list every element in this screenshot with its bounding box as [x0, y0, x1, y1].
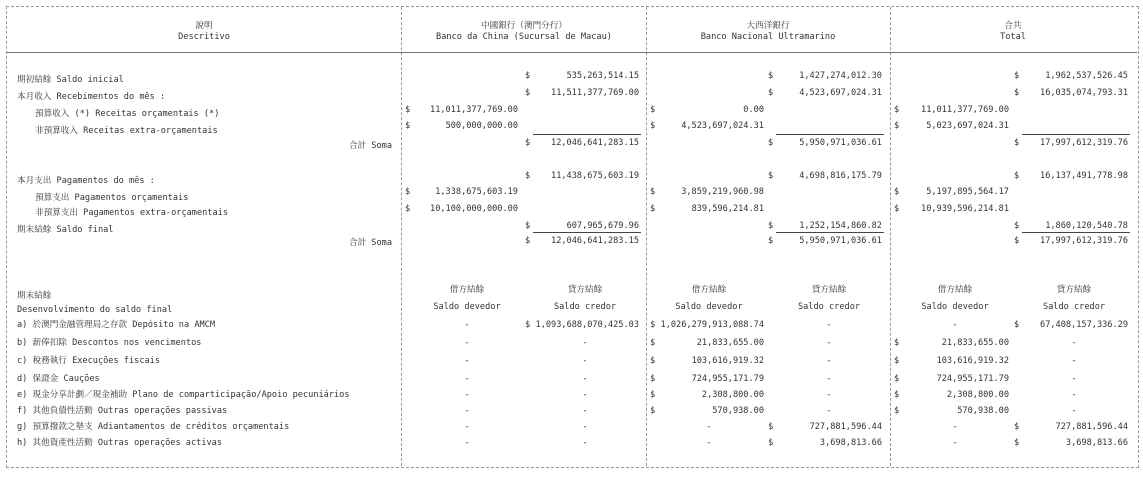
currency-sign: $ — [1014, 88, 1020, 98]
column-header-zh: 大西洋銀行 — [746, 21, 790, 31]
amount-devedor: 2,308,800.00 — [701, 390, 764, 400]
row-label: 非預算支出 Pagamentos extra-orçamentais — [35, 208, 229, 218]
currency-sign: $ — [768, 236, 774, 246]
dash: - — [1071, 374, 1077, 384]
dash: - — [706, 438, 712, 448]
amount-pag_total: 16,137,491,778.98 — [1040, 171, 1128, 181]
soma-label: 合計 Soma — [348, 141, 392, 151]
currency-sign: $ — [525, 171, 531, 181]
column-header-zh: 中國銀行（澳門分行） — [481, 21, 567, 31]
sub-header-zh: 貸方結餘 — [1056, 285, 1092, 295]
amount-devedor: 21,833,655.00 — [696, 338, 764, 348]
section-title-pt: Desenvolvimento do saldo final — [17, 305, 173, 315]
currency-sign: $ — [768, 221, 774, 231]
dash: - — [464, 406, 470, 416]
amount-devedor: 21,833,655.00 — [941, 338, 1009, 348]
dash: - — [464, 374, 470, 384]
amount-soma2: 5,950,971,036.61 — [799, 236, 882, 246]
amount-saldo_final: 607,965,679.96 — [566, 221, 639, 231]
amount-pag_orc: 5,197,895,564.17 — [926, 187, 1009, 197]
amount-pag_extra: 10,100,000,000.00 — [430, 204, 518, 214]
amount-soma2: 12,046,641,283.15 — [551, 236, 639, 246]
sum-rule — [533, 134, 641, 135]
currency-sign: $ — [650, 406, 656, 416]
amount-devedor: 724,955,171.79 — [691, 374, 764, 384]
section-title-zh: 期末結餘 — [17, 291, 52, 301]
row-label: 預算支出 Pagamentos orçamentais — [35, 193, 189, 203]
amount-credor: $ 1,093,688,070,425.03 — [525, 320, 639, 330]
currency-sign: $ — [768, 171, 774, 181]
sub-header-zh: 借方結餘 — [691, 285, 727, 295]
currency-sign: $ — [894, 204, 900, 214]
row-label: 本月支出 Pagamentos do mês : — [17, 176, 155, 186]
currency-sign: $ — [525, 88, 531, 98]
dash: - — [952, 422, 958, 432]
amount-devedor: 570,938.00 — [957, 406, 1009, 416]
currency-sign: $ — [768, 88, 774, 98]
sub-header-zh: 貸方結餘 — [811, 285, 847, 295]
currency-sign: $ — [894, 121, 900, 131]
dash: - — [826, 374, 832, 384]
amount-devedor: 570,938.00 — [712, 406, 764, 416]
amount-rec_orc: 11,011,377,769.00 — [430, 105, 518, 115]
currency-sign: $ — [1014, 422, 1020, 432]
detail-row-label: f) 其他負債性活動 Outras operações passivas — [17, 406, 228, 416]
amount-devedor: $ 1,026,279,913,088.74 — [650, 320, 764, 330]
detail-row-label: c) 稅務執行 Execuções fiscais — [17, 356, 161, 366]
currency-sign: $ — [894, 390, 900, 400]
dash: - — [1071, 406, 1077, 416]
detail-row-label: g) 預算撥款之墊支 Adiantamentos de créditos orçamentais — [17, 422, 290, 432]
currency-sign: $ — [650, 187, 656, 197]
currency-sign: $ — [525, 71, 531, 81]
column-header-pt: Descritivo — [178, 32, 230, 42]
dash: - — [582, 356, 588, 366]
row-label: 期初結餘 Saldo inicial — [17, 75, 124, 85]
dash: - — [1071, 356, 1077, 366]
amount-pag_orc: 1,338,675,603.19 — [435, 187, 518, 197]
dash: - — [826, 338, 832, 348]
amount-rec_orc: 0.00 — [743, 105, 764, 115]
column-header-pt: Banco Nacional Ultramarino — [700, 32, 836, 42]
amount-saldo_final: 1,252,154,860.82 — [799, 221, 882, 231]
column-divider — [401, 7, 402, 466]
currency-sign: $ — [650, 121, 656, 131]
currency-sign: $ — [768, 138, 774, 148]
amount-credor: 67,408,157,336.29 — [1040, 320, 1128, 330]
currency-sign: $ — [1014, 138, 1020, 148]
currency-sign: $ — [405, 121, 411, 131]
currency-sign: $ — [894, 356, 900, 366]
soma-label: 合計 Soma — [348, 238, 392, 248]
dash: - — [582, 374, 588, 384]
dash: - — [1071, 338, 1077, 348]
sub-header-zh: 貸方結餘 — [567, 285, 603, 295]
amount-devedor: 2,308,800.00 — [946, 390, 1009, 400]
amount-credor: 727,881,596.44 — [1055, 422, 1128, 432]
sub-header-pt: Saldo credor — [797, 302, 861, 312]
currency-sign: $ — [894, 338, 900, 348]
dash: - — [582, 390, 588, 400]
header-divider — [7, 52, 1137, 53]
row-label: 預算收入 (*) Receitas orçamentais (*) — [35, 109, 220, 119]
amount-soma2: 17,997,612,319.76 — [1040, 236, 1128, 246]
currency-sign: $ — [768, 422, 774, 432]
currency-sign: $ — [650, 374, 656, 384]
sub-header-pt: Saldo credor — [553, 302, 617, 312]
currency-sign: $ — [1014, 236, 1020, 246]
currency-sign: $ — [650, 390, 656, 400]
amount-saldo_inicial: 1,962,537,526.45 — [1045, 71, 1128, 81]
dash: - — [706, 422, 712, 432]
dash: - — [464, 438, 470, 448]
amount-devedor: 103,616,919.32 — [691, 356, 764, 366]
sub-header-pt: Saldo credor — [1042, 302, 1106, 312]
column-divider — [646, 7, 647, 466]
dash: - — [464, 320, 470, 330]
detail-row-label: a) 於澳門金融管理局之存款 Depósito na AMCM — [17, 320, 216, 330]
currency-sign: $ — [650, 356, 656, 366]
currency-sign: $ — [894, 406, 900, 416]
amount-credor: 3,698,813.66 — [819, 438, 882, 448]
amount-rec_extra: 5,023,697,024.31 — [926, 121, 1009, 131]
dash: - — [1071, 390, 1077, 400]
dash: - — [826, 406, 832, 416]
dash: - — [952, 438, 958, 448]
currency-sign: $ — [405, 204, 411, 214]
currency-sign: $ — [894, 187, 900, 197]
column-header-zh: 說明 — [195, 21, 213, 31]
dash: - — [582, 338, 588, 348]
amount-saldo_inicial: 535,263,514.15 — [566, 71, 639, 81]
currency-sign: $ — [525, 221, 531, 231]
dash: - — [582, 438, 588, 448]
column-header-pt: Total — [1000, 32, 1026, 42]
detail-row-label: h) 其他資產性活動 Outras operações activas — [17, 438, 223, 448]
dash: - — [826, 320, 832, 330]
dash: - — [826, 356, 832, 366]
currency-sign: $ — [1014, 171, 1020, 181]
dash: - — [464, 356, 470, 366]
detail-row-label: b) 薪俸扣除 Descontos nos vencimentos — [17, 338, 202, 348]
sum-rule — [1022, 134, 1130, 135]
amount-soma: 5,950,971,036.61 — [799, 138, 882, 148]
amount-devedor: 103,616,919.32 — [936, 356, 1009, 366]
currency-sign: $ — [894, 105, 900, 115]
amount-saldo_final: 1,860,120,540.78 — [1045, 221, 1128, 231]
dash: - — [952, 320, 958, 330]
dash: - — [464, 338, 470, 348]
currency-sign: $ — [1014, 221, 1020, 231]
sub-header-zh: 借方結餘 — [937, 285, 973, 295]
amount-soma: 12,046,641,283.15 — [551, 138, 639, 148]
column-header-pt: Banco da China (Sucursal de Macau) — [436, 32, 612, 42]
amount-rec_orc: 11,011,377,769.00 — [921, 105, 1009, 115]
currency-sign: $ — [1014, 320, 1020, 330]
amount-pag_extra: 839,596,214.81 — [691, 204, 764, 214]
sub-header-pt: Saldo devedor — [675, 302, 743, 312]
currency-sign: $ — [768, 71, 774, 81]
amount-soma: 17,997,612,319.76 — [1040, 138, 1128, 148]
amount-rec_total: 16,035,074,793.31 — [1040, 88, 1128, 98]
amount-rec_total: 11,511,377,769.00 — [551, 88, 639, 98]
dash: - — [582, 406, 588, 416]
currency-sign: $ — [650, 204, 656, 214]
sub-header-pt: Saldo devedor — [433, 302, 501, 312]
row-label: 非預算收入 Receitas extra-orçamentais — [35, 126, 218, 136]
amount-pag_total: 11,438,675,603.19 — [551, 171, 639, 181]
column-header-zh: 合共 — [1004, 21, 1022, 31]
amount-rec_extra: 500,000,000.00 — [445, 121, 518, 131]
dash: - — [464, 422, 470, 432]
dash: - — [826, 390, 832, 400]
amount-rec_extra: 4,523,697,024.31 — [681, 121, 764, 131]
currency-sign: $ — [894, 374, 900, 384]
sum-rule — [1022, 232, 1130, 233]
column-divider — [890, 7, 891, 466]
amount-pag_extra: 10,939,596,214.81 — [921, 204, 1009, 214]
dash: - — [464, 390, 470, 400]
currency-sign: $ — [650, 338, 656, 348]
detail-row-label: d) 保證金 Cauções — [17, 374, 100, 384]
amount-saldo_inicial: 1,427,274,012.30 — [799, 71, 882, 81]
currency-sign: $ — [768, 438, 774, 448]
row-label: 期末結餘 Saldo final — [17, 225, 114, 235]
amount-pag_orc: 3,859,219,960.98 — [681, 187, 764, 197]
currency-sign: $ — [405, 105, 411, 115]
detail-row-label: e) 現金分享計劃／現金補助 Plano de comparticipação/Apoio pecuniários — [17, 390, 350, 400]
sub-header-zh: 借方結餘 — [449, 285, 485, 295]
sum-rule — [776, 134, 884, 135]
amount-pag_total: 4,698,816,175.79 — [799, 171, 882, 181]
currency-sign: $ — [525, 236, 531, 246]
sum-rule — [776, 232, 884, 233]
amount-devedor: 724,955,171.79 — [936, 374, 1009, 384]
currency-sign: $ — [405, 187, 411, 197]
sum-rule — [533, 232, 641, 233]
row-label: 本月收入 Recebimentos do mês : — [17, 92, 166, 102]
amount-credor: 727,881,596.44 — [809, 422, 882, 432]
currency-sign: $ — [650, 105, 656, 115]
dash: - — [582, 422, 588, 432]
currency-sign: $ — [1014, 71, 1020, 81]
currency-sign: $ — [1014, 438, 1020, 448]
amount-rec_total: 4,523,697,024.31 — [799, 88, 882, 98]
amount-credor: 3,698,813.66 — [1065, 438, 1128, 448]
sub-header-pt: Saldo devedor — [921, 302, 989, 312]
currency-sign: $ — [525, 138, 531, 148]
